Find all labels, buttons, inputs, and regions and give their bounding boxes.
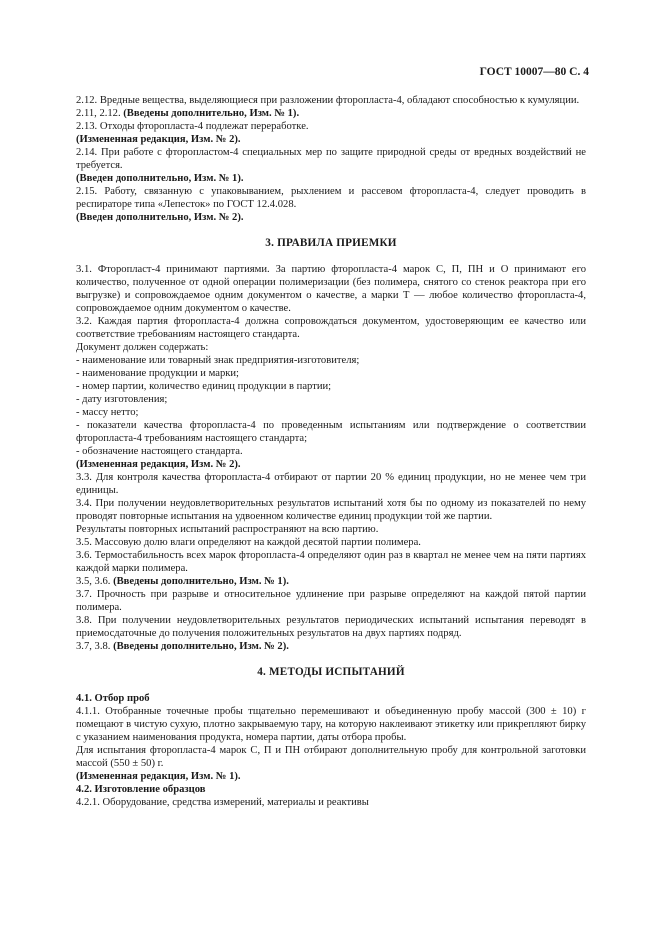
paragraph [76,146,586,172]
paragraph [76,341,586,354]
paragraph [76,458,586,471]
paragraph [76,614,586,640]
paragraph-prefix: 3.5, 3.6. [76,576,114,587]
section-4-body [76,692,586,809]
paragraph [76,185,586,211]
paragraph-text: 3.1. Фторопласт-4 принимают партиями. За партию фторопласта-4 марок С, П, ПН и О принимают его количество, полученное от одной операции полимеризации (без полимера, снятого со стенок реактора при его выгрузке) и сопровождаемое одним документом о качестве, а марки Т — любое количество фторопласта-4, сопровождаемое одним документом о качестве. [76,264,586,314]
amendment-note: (Введены дополнительно, Изм. № 2). [113,641,289,652]
amendment-note: (Измененная редакция, Изм. № 2). [76,459,241,470]
paragraph-text: - показатели качества фторопласта-4 по проведенным испытаниям или подтверждение о соответствии фторопласта-4 требованиям настоящего стандарта; [76,420,586,444]
paragraph [76,120,586,133]
paragraph [76,406,586,419]
paragraph [76,172,586,185]
paragraph [76,367,586,380]
amendment-note: (Измененная редакция, Изм. № 1). [76,771,241,782]
paragraph [76,549,586,575]
section-2-continuation [76,94,586,224]
section-3-title: 3. ПРАВИЛА ПРИЕМКИ [265,237,397,249]
section-4-title: 4. МЕТОДЫ ИСПЫТАНИЙ [257,666,405,678]
paragraph [76,692,586,705]
paragraph [76,94,586,107]
amendment-note: (Измененная редакция, Изм. № 2). [76,134,241,145]
paragraph-text: 3.3. Для контроля качества фторопласта-4 отбирают от партии 20 % единиц продукции, но не менее чем три единицы. [76,472,586,496]
paragraph [76,354,586,367]
paragraph-text: Результаты повторных испытаний распространяют на всю партию. [76,524,379,535]
paragraph [76,783,586,796]
paragraph-text: 3.5. Массовую долю влаги определяют на каждой десятой партии полимера. [76,537,421,548]
paragraph [76,575,586,588]
paragraph-text: - наименование или товарный знак предприятия-изготовителя; [76,355,360,366]
paragraph [76,263,586,315]
paragraph-text: 4.2.1. Оборудование, средства измерений, материалы и реактивы [76,797,369,808]
document-body [76,94,586,809]
amendment-note: (Введен дополнительно, Изм. № 2). [76,212,244,223]
paragraph-text: - обозначение настоящего стандарта. [76,446,243,457]
paragraph [76,419,586,445]
paragraph-prefix: 3.7, 3.8. [76,641,114,652]
amendment-note: 4.2. Изготовление образцов [76,784,206,795]
paragraph [76,770,586,783]
paragraph [76,471,586,497]
section-3-body [76,263,586,653]
paragraph [76,744,586,770]
paragraph [76,640,586,653]
paragraph [76,107,586,120]
paragraph-text: 2.15. Работу, связанную с упаковыванием, рыхлением и рассевом фторопласта-4, следует проводить в респираторе типа «Лепесток» по ГОСТ 12.4.028. [76,186,586,210]
paragraph-text: 3.7. Прочность при разрыве и относительное удлинение при разрыве определяют на каждой пятой партии полимера. [76,589,586,613]
amendment-note: (Введены дополнительно, Изм. № 1). [123,108,300,119]
paragraph-text: 3.6. Термостабильность всех марок фторопласта-4 определяют один раз в квартал не менее чем на пяти партиях каждой марки полимера. [76,550,586,574]
paragraph [76,380,586,393]
paragraph [76,315,586,341]
paragraph [76,536,586,549]
paragraph [76,705,586,744]
paragraph-text: - дату изготовления; [76,394,168,405]
paragraph-text: 2.13. Отходы фторопласта-4 подлежат переработке. [76,121,309,132]
paragraph-text: Документ должен содержать: [76,342,209,353]
paragraph [76,393,586,406]
paragraph-text: 3.4. При получении неудовлетворительных результатов испытаний хотя бы по одному из показателей по нему проводят повторные испытания на удвоенном количестве единиц продукции той же партии. [76,498,586,522]
paragraph-text: 3.2. Каждая партия фторопласта-4 должна сопровождаться документом, удостоверяющим ее качество или соответствие требованиям настоящего стандарта. [76,316,586,340]
paragraph-text: 2.12. Вредные вещества, выделяющиеся при разложении фторопласта-4, обладают способностью к кумуляции. [76,95,580,106]
paragraph [76,497,586,523]
paragraph-text: 4.1.1. Отобранные точечные пробы тщательно перемешивают и объединенную пробу массой (300 ± 10) г помещают в чистую сухую, плотно закрываемую тару, на которую наклеивают этикетку или прикрепляют бирку с указанием наименования продукта, номера партии, даты отбора пробы. [76,706,586,743]
paragraph-prefix: 2.11, 2.12. [76,108,124,119]
paragraph [76,211,586,224]
paragraph-text: - номер партии, количество единиц продукции в партии; [76,381,332,392]
paragraph [76,523,586,536]
paragraph [76,588,586,614]
amendment-note: 4.1. Отбор проб [76,693,150,704]
paragraph-text: - массу нетто; [76,407,139,418]
paragraph-text: 2.14. При работе с фторопластом-4 специальных мер по защите природной среды от вредных воздействий не требуется. [76,147,586,171]
amendment-note: (Введены дополнительно, Изм. № 1). [113,576,289,587]
amendment-note: (Введен дополнительно, Изм. № 1). [76,173,244,184]
paragraph [76,445,586,458]
paragraph-text: Для испытания фторопласта-4 марок С, П и ПН отбирают дополнительную пробу для контрольной заготовки массой (550 ± 50) г. [76,745,586,769]
paragraph [76,796,586,809]
paragraph-text: 3.8. При получении неудовлетворительных результатов периодических испытаний испытания переводят в приемосдаточные до получения положительных результатов на двух партиях подряд. [76,615,586,639]
paragraph [76,133,586,146]
paragraph-text: - наименование продукции и марки; [76,368,239,379]
page-header: ГОСТ 10007—80 С. 4 [479,66,589,78]
